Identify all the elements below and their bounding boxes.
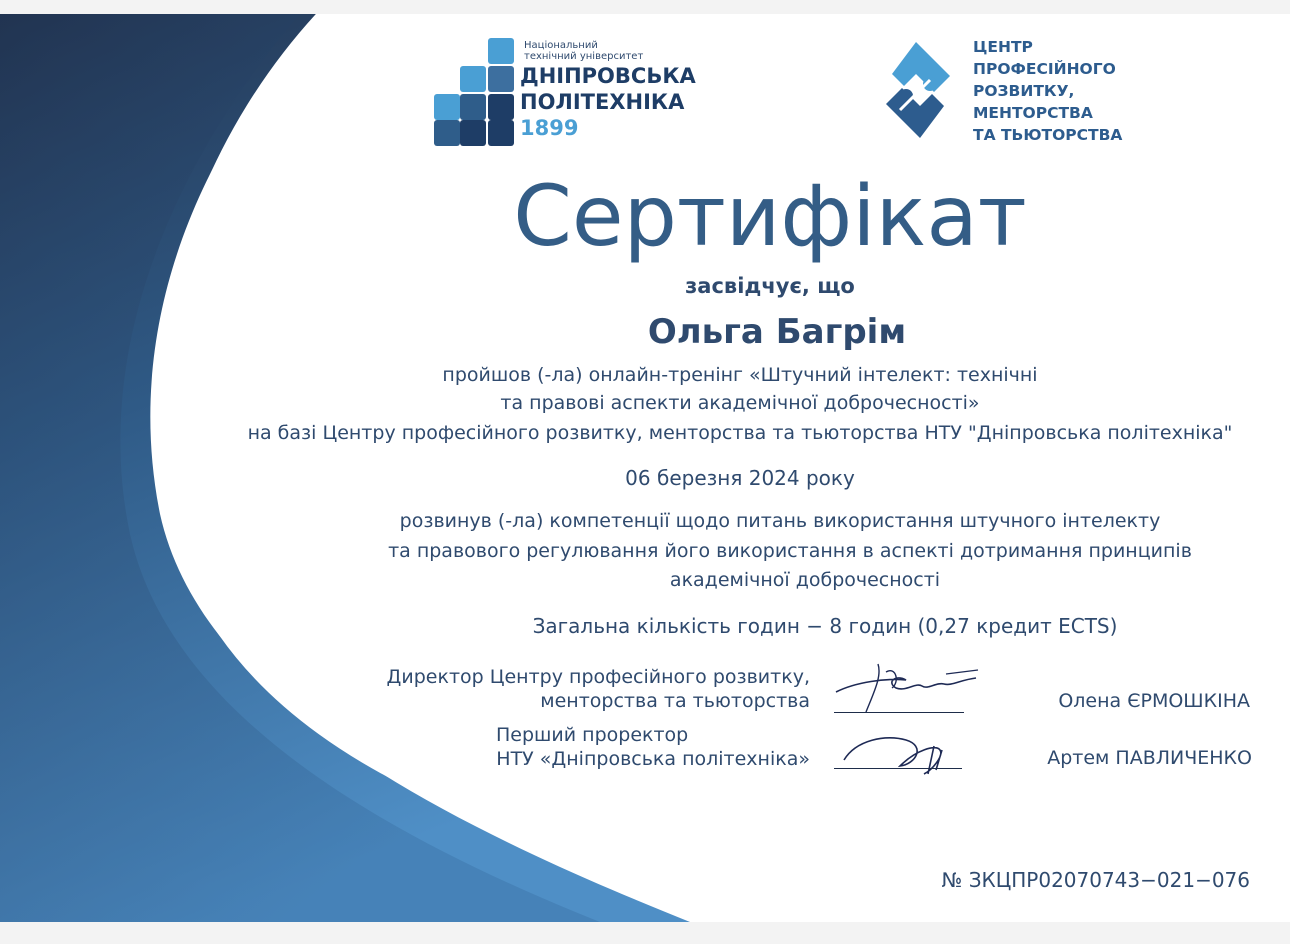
- signatory-position: менторства та тьюторства: [540, 690, 810, 712]
- center-emblem-icon: [880, 38, 956, 142]
- competence-line: розвинув (-ла) компетенції щодо питань використання штучного інтелекту: [399, 510, 1161, 532]
- logo-block: [460, 94, 486, 120]
- university-label-line: технічний університет: [524, 51, 644, 62]
- center-name-line: ТА ТЬЮТОРСТВА: [973, 126, 1123, 144]
- certifies-text: засвідчує, що: [685, 274, 855, 298]
- signatory-position: НТУ «Дніпровська політехніка»: [496, 748, 810, 770]
- signatory-position: Директор Центру професійного розвитку,: [386, 666, 810, 688]
- course-line: на базі Центру професійного розвитку, менторства та тьюторства НТУ "Дніпровська політехніка": [247, 422, 1233, 444]
- logo-block: [434, 94, 460, 120]
- university-label-line: Національний: [524, 40, 598, 51]
- center-name-line: МЕНТОРСТВА: [973, 104, 1093, 122]
- university-year: 1899: [520, 116, 579, 140]
- logo-block: [434, 120, 460, 146]
- logo-block: [460, 120, 486, 146]
- logo-block: [488, 66, 514, 92]
- certificate-title: Сертифікат: [513, 167, 1027, 265]
- signatory-name: Олена ЄРМОШКІНА: [1058, 690, 1250, 712]
- logo-block: [488, 94, 514, 120]
- center-name-line: ПРОФЕСІЙНОГО: [973, 60, 1116, 78]
- center-name-line: РОЗВИТКУ,: [973, 82, 1075, 100]
- logo-block: [460, 66, 486, 92]
- course-line: та правові аспекти академічної доброчесності»: [500, 392, 980, 414]
- university-name-line-1: ДНІПРОВСЬКА: [520, 64, 696, 88]
- course-line: пройшов (-ла) онлайн-тренінг «Штучний інтелект: технічні: [442, 364, 1038, 386]
- signature-image: [836, 720, 966, 780]
- total-hours: Загальна кількість годин − 8 годин (0,27 кредит ECTS): [532, 614, 1118, 638]
- certificate-sheet: [0, 14, 1290, 922]
- logo-block: [488, 120, 514, 146]
- signatory-name: Артем ПАВЛИЧЕНКО: [1047, 747, 1252, 769]
- center-logo: [878, 36, 1158, 148]
- certificate-number: № ЗКЦПР02070743−021−076: [941, 868, 1250, 892]
- center-name-line: ЦЕНТР: [973, 38, 1033, 56]
- university-name-line-2: ПОЛІТЕХНІКА: [520, 90, 685, 114]
- competence-line: академічної доброчесності: [669, 569, 941, 591]
- university-label: [524, 40, 643, 62]
- competence-line: та правового регулювання його використання в аспекті дотримання принципів: [388, 540, 1192, 562]
- university-logo: [430, 36, 730, 148]
- center-name: [973, 36, 1122, 146]
- certificate-date: 06 березня 2024 року: [625, 466, 855, 490]
- signatory-position: Перший проректор: [496, 724, 689, 746]
- recipient-name: Ольга Багрім: [647, 312, 907, 352]
- logo-block: [488, 38, 514, 64]
- signature-line: [834, 712, 964, 713]
- signature-line: [834, 768, 962, 769]
